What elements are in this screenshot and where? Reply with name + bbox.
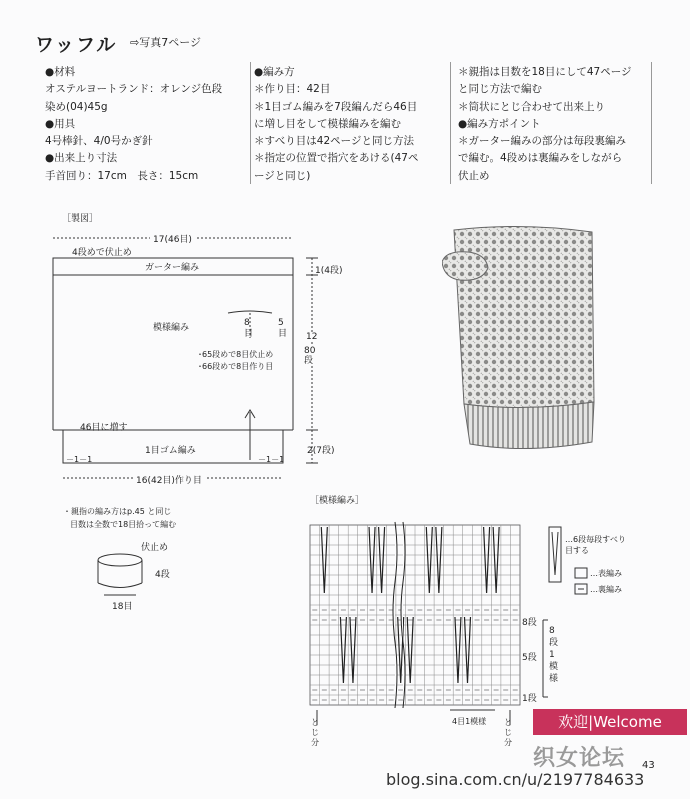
legend-purl: …裏編み (590, 585, 622, 594)
rib-label: 1目ゴム編み (145, 446, 196, 456)
hole-a-label: 8目 (244, 318, 254, 339)
text-line: ●編み方ポイント (458, 117, 541, 130)
height-rows: 80段 (304, 346, 316, 366)
increase-label: 46目に増す (80, 423, 128, 433)
glove-cuff (464, 402, 594, 449)
rib-dash-left: －1－1 (66, 455, 93, 464)
repeat-rows: 8段1模様 (549, 626, 559, 684)
chart-label: ［模様編み］ (310, 496, 365, 506)
text-line: と同じ方法で編む (458, 83, 542, 96)
welcome-badge: 欢迎|Welcome (533, 709, 687, 735)
pattern-label: 模様編み (153, 323, 190, 333)
text-line: ＊作り目：42目 (254, 83, 331, 96)
rib-rows: 2(7段) (307, 446, 335, 456)
bottom-width: 16(42目)作り目 (133, 473, 205, 486)
thumb-bindoff: 伏止め (141, 543, 169, 553)
slip-stitch-mark (369, 527, 375, 593)
text-line: ＊親指は目数を18目にして47ページ (458, 66, 632, 78)
slip-stitch-mark (379, 527, 385, 593)
glove-illustration (442, 222, 600, 454)
text-line: ＊ガーター編みの部分は毎段裏編み (458, 135, 626, 148)
thumb-bottom (98, 583, 142, 588)
repeat-stitches: 4目1模様 (452, 717, 487, 726)
slip-stitch-mark (455, 617, 461, 683)
thumb-rows: 4段 (155, 570, 170, 580)
text-line: で編む。4段めは裏編みをしながら (458, 152, 623, 165)
seam-right: とじ分 (504, 718, 512, 747)
diagram-label: ［製図］ (62, 214, 99, 224)
thumb-stitches: 18目 (112, 602, 133, 612)
text-line: ＊1目ゴム編みを7段編んだら46目 (254, 100, 418, 113)
row-8: 8段 (522, 618, 537, 628)
slip-stitch-mark (321, 527, 327, 593)
hole-b-label: 5目 (278, 318, 288, 339)
height-label: 12 (306, 332, 318, 342)
note-bindoff-65: ･65段めで8目伏止め (198, 350, 274, 359)
page-title: ワッフル (35, 34, 118, 56)
text-line: 伏止め (458, 169, 490, 182)
thumb-note-1: ・親指の編み方はp.45 と同じ (63, 507, 172, 516)
rib-dash-right: －1－1 (258, 455, 285, 464)
slip-stitch-mark (407, 617, 413, 683)
text-line: 染め(04)45g (45, 100, 108, 113)
legend-slip-mark (552, 532, 558, 575)
legend-slip: …6段毎段すべり目する (565, 535, 626, 555)
text-line: ＊指定の位置で指穴をあける(47ペ (254, 152, 419, 165)
thumb-note-2: 目数は全数で18目拾って編む (70, 520, 177, 529)
legend-knit-box (575, 568, 587, 578)
text-line: に増し目をして模様編みを編む (254, 117, 401, 130)
text-line: ＊筒状にとじ合わせて出来上り (458, 100, 605, 113)
text-line: 手首回り：17cm 長さ：15cm (45, 169, 199, 182)
photo-reference: ⇨写真7ページ (130, 36, 201, 49)
text-line: ージと同じ) (254, 169, 311, 182)
text-line: 4号棒針、4/0号かぎ針 (45, 135, 153, 148)
slip-stitch-mark (465, 617, 471, 683)
garter-label: ガーター編み (145, 263, 200, 273)
page-number: 43 (642, 760, 655, 771)
slip-stitch-mark (493, 527, 499, 593)
text-line: ＊すべり目は42ページと同じ方法 (254, 135, 414, 148)
text-line: ●編み方 (254, 66, 295, 78)
slip-stitch-mark (426, 527, 432, 593)
garter-rows: 1(4段) (315, 266, 343, 276)
row-1: 1段 (522, 694, 537, 704)
text-line: オステルヨートランド：オレンジ色段 (45, 83, 223, 96)
seam-left: とじ分 (311, 718, 319, 747)
slip-stitch-mark (350, 617, 356, 683)
text-line: ●出来上り寸法 (45, 152, 118, 165)
glove-thumb (442, 252, 488, 281)
bindoff-note: 4段めで伏止め (72, 248, 132, 258)
legend-knit: …表編み (590, 569, 622, 578)
note-caston-66: ･66段めで8目作り目 (198, 362, 274, 371)
row-5: 5段 (522, 653, 537, 663)
slip-stitch-mark (484, 527, 490, 593)
thumb-hole (228, 311, 272, 313)
forum-logo: 织女论坛 (533, 746, 626, 771)
blog-url: blog.sina.com.cn/u/2197784633 (386, 770, 645, 789)
slip-stitch-mark (340, 617, 346, 683)
thumb-top (98, 554, 142, 566)
top-width: 17(46目) (150, 232, 195, 245)
slip-stitch-mark (436, 527, 442, 593)
text-line: ●用具 (45, 117, 76, 130)
text-line: ●材料 (45, 66, 76, 78)
